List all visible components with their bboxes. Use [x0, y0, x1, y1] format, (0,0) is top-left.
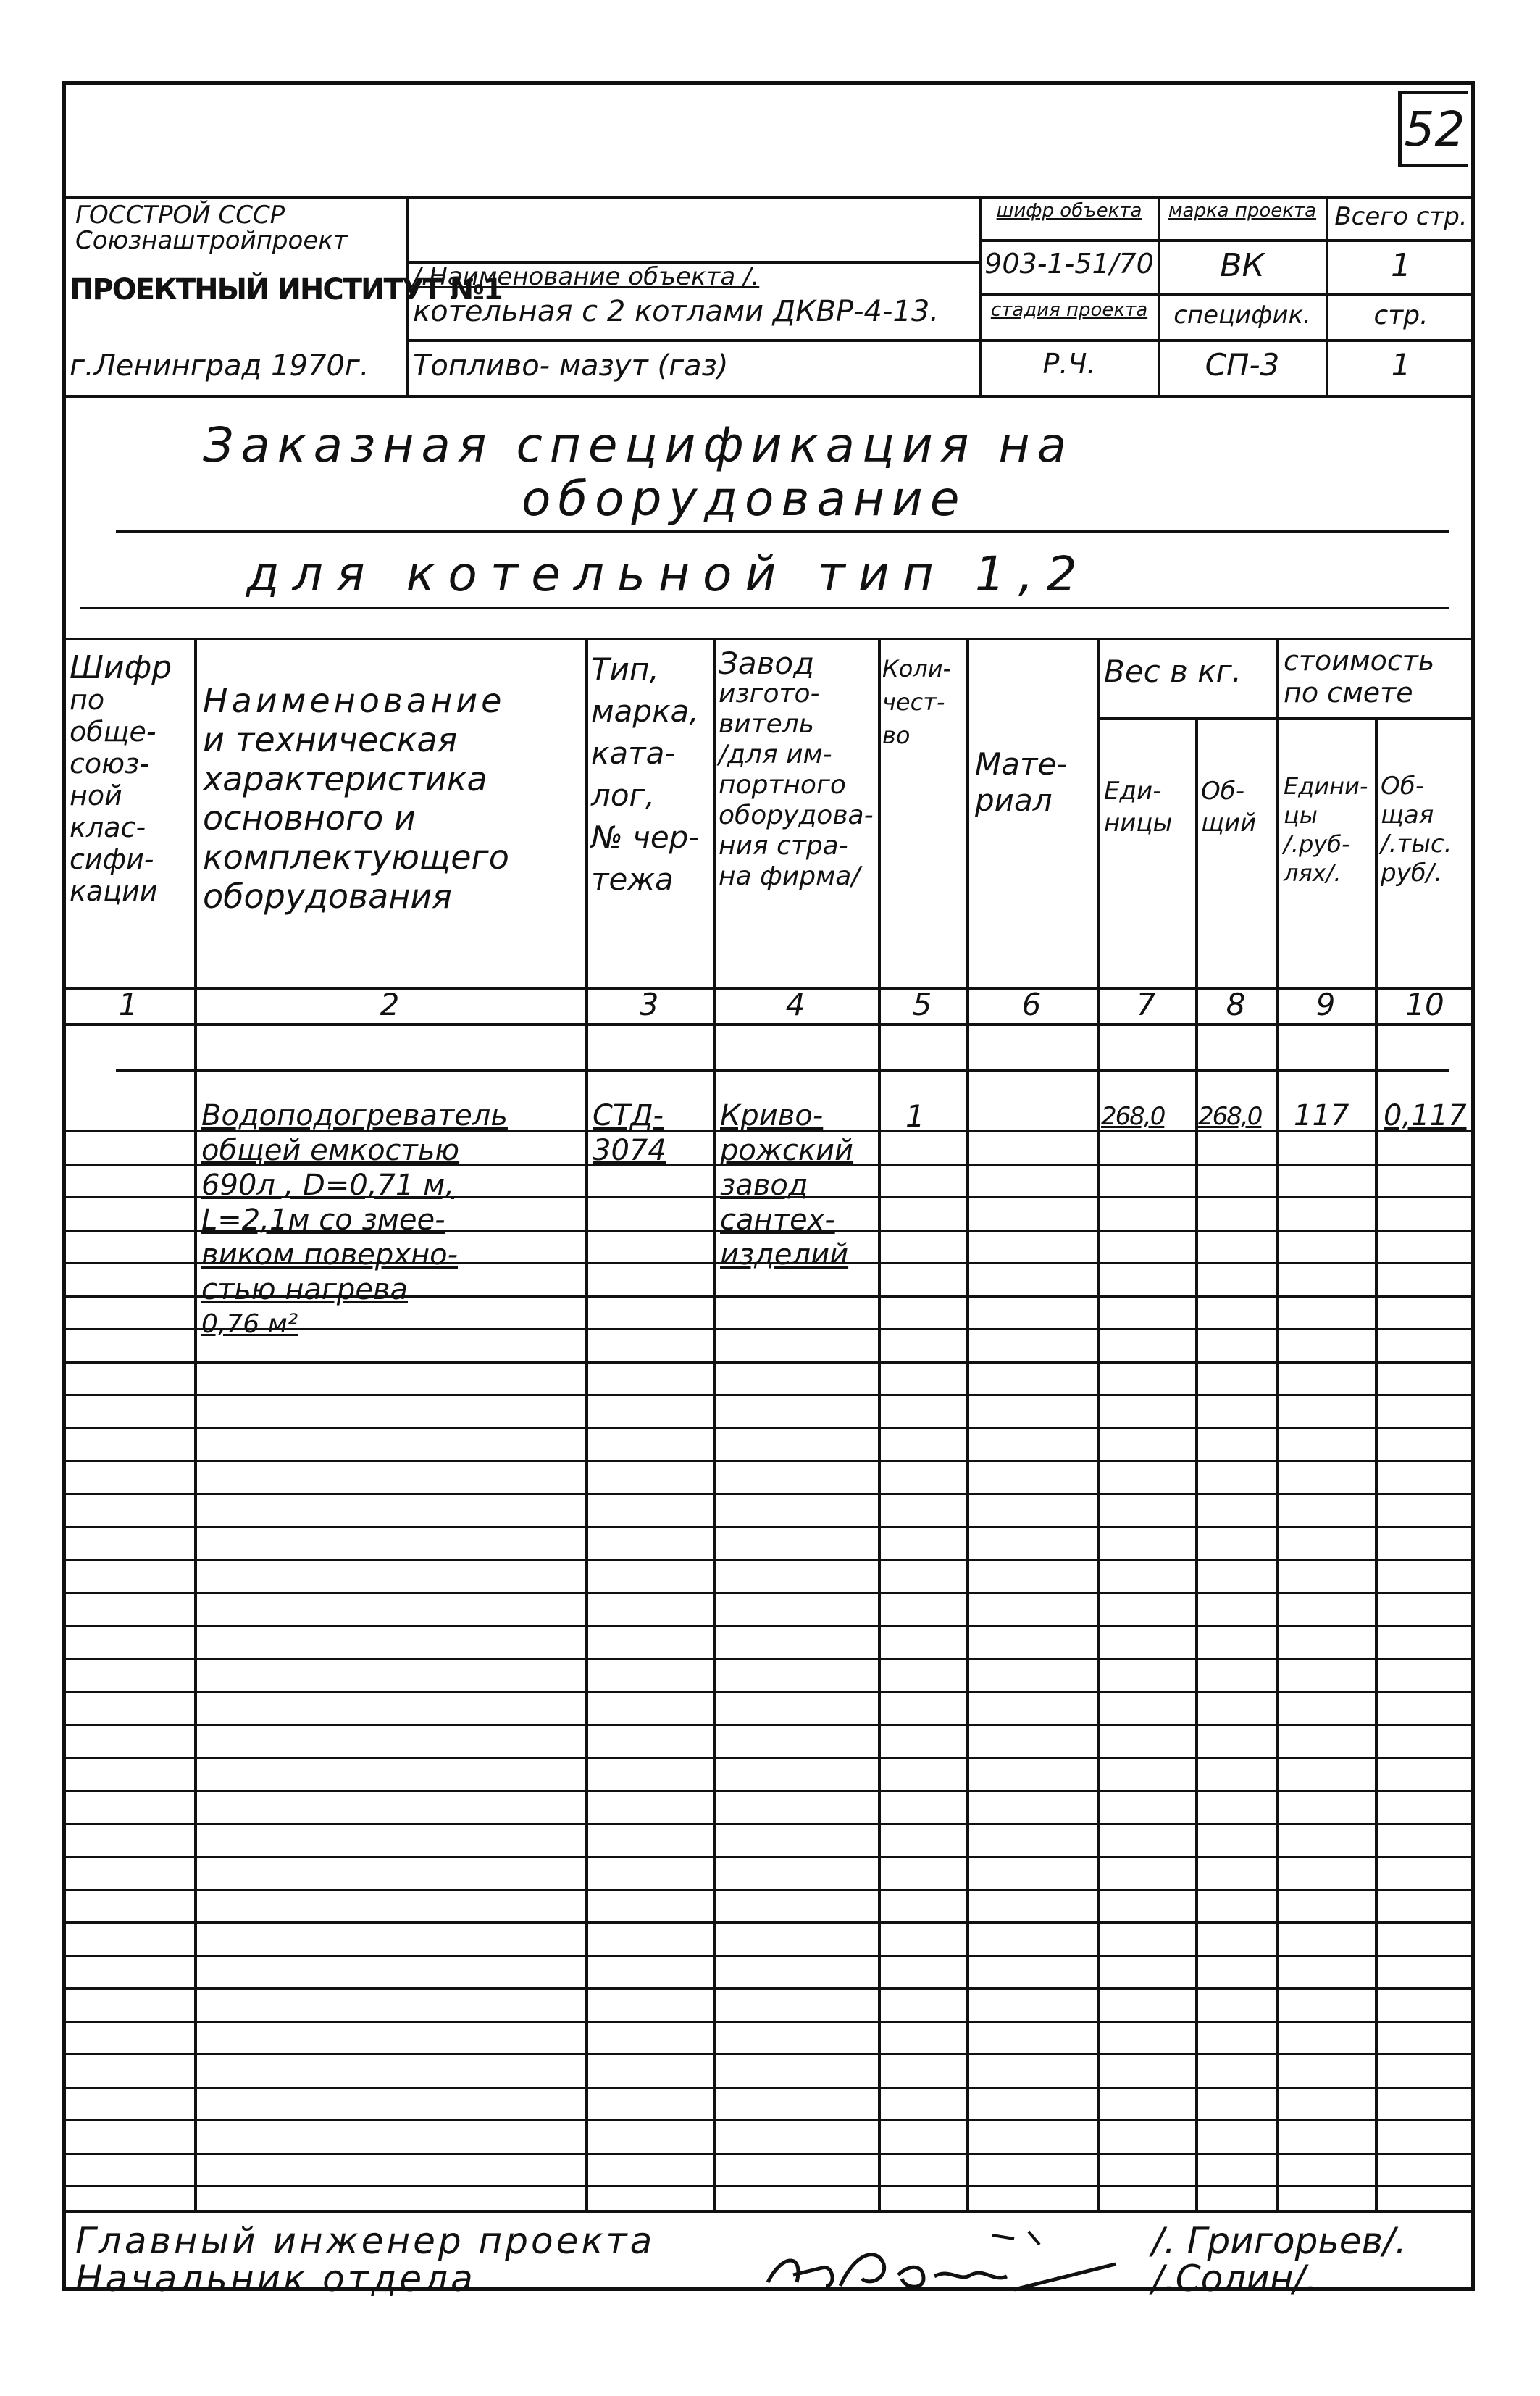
row-rule [62, 1724, 1475, 1726]
col-number-2: 2 [380, 987, 400, 1022]
col-number-6: 6 [1021, 987, 1042, 1022]
item-type: СТД- 3074 [593, 1099, 666, 1167]
spec-value: СП-3 [1205, 347, 1280, 383]
col-number-5: 5 [912, 987, 932, 1022]
hdr-cipher: Шифр по обще- союз- ной клас- сифи- кации [70, 649, 172, 907]
signature-image [753, 2224, 1144, 2304]
total-pages-value: 1 [1391, 247, 1411, 284]
hdr-cost-unit: Едини- цы /.руб- лях/. [1284, 772, 1368, 887]
col-number-3: 3 [639, 987, 659, 1022]
col-number-4: 4 [785, 987, 805, 1022]
hdr-maker: Завод изгото- витель /для им- портного оборудова- ния стра- на фирма/ [719, 646, 874, 891]
row-rule [62, 1658, 1475, 1660]
footer-line [62, 2210, 1475, 2213]
row-rule [62, 1559, 1475, 1561]
col-number-7: 7 [1136, 987, 1156, 1022]
doc-title-line3: для котельной тип 1,2 [246, 546, 1090, 602]
chief-engineer-name: /. Григорьев/. [1152, 2220, 1407, 2262]
org-trust: Союзнаштройпроект [75, 226, 348, 255]
hdr-cost-total: Об- щая /.тыс. руб/. [1381, 772, 1452, 888]
row-rule [62, 1955, 1475, 1957]
org-institute: ПРОЕКТНЫЙ ИНСТИТУТ №1 [70, 273, 502, 306]
hdr-weight: Вес в кг. [1104, 654, 1242, 689]
row-rule [62, 2185, 1475, 2187]
hdr-weight-unit: Еди- ницы [1104, 777, 1173, 838]
separator-line [116, 1069, 1449, 1072]
department-head-name: /.Солин/. [1152, 2258, 1318, 2300]
col-number-9: 9 [1315, 987, 1336, 1022]
item-maker: Криво- рожский завод сантех- изделий [720, 1099, 854, 1272]
row-rule [62, 2021, 1475, 2023]
page-label: стр. [1373, 301, 1428, 330]
doc-title-line2: оборудование [522, 471, 967, 527]
hdr-cost: стоимость по смете [1284, 645, 1435, 709]
col-number-10: 10 [1405, 987, 1444, 1022]
org-ministry: ГОССТРОЙ СССР [75, 201, 285, 230]
stamp-top-line [62, 196, 1475, 199]
object-fuel: Топливо- мазут (газ) [413, 349, 729, 383]
cipher-label: шифр объекта [996, 200, 1142, 222]
item-cost-unit: 117 [1294, 1099, 1349, 1132]
row-rule [62, 2053, 1475, 2055]
row-rule [62, 1757, 1475, 1759]
mark-value: ВК [1220, 247, 1265, 284]
item-weight-total: 268,0 [1198, 1102, 1262, 1131]
item-qty: 1 [905, 1098, 925, 1134]
col-number-1: 1 [118, 987, 138, 1022]
row-rule [62, 1592, 1475, 1594]
object-name: котельная с 2 котлами ДКВР-4-13. [413, 295, 940, 328]
row-rule [62, 1889, 1475, 1891]
mark-label: марка проекта [1168, 200, 1317, 222]
item-cost-total: 0,117 [1384, 1099, 1467, 1132]
hdr-qty: Коли- чест- во [882, 655, 952, 749]
stage-label: стадия проекта [990, 299, 1148, 321]
doc-title-line1: Заказная спецификация на [203, 417, 1074, 473]
page-number: 52 [1398, 91, 1468, 167]
item-name: Водоподогреватель общей емкостью 690л , D=0,71 м, L=2,1м со змее- виком поверхно- стью нагрева 0,76 м² [201, 1099, 508, 1339]
object-name-label: /.Наименование объекта /. [413, 262, 760, 291]
hdr-weight-total: Об- щий [1201, 777, 1257, 838]
hdr-name: Наименование и техническая характеристика основного и комплектующего оборудования [203, 681, 509, 916]
row-rule [62, 1460, 1475, 1462]
department-head-label: Начальник отдела [75, 2258, 476, 2300]
row-rule [62, 1526, 1475, 1528]
row-rule [62, 1394, 1475, 1396]
hdr-type: Тип, марка, ката- лог, № чер- тежа [591, 651, 700, 897]
spec-label: специфик. [1173, 301, 1311, 330]
page-value: 1 [1391, 347, 1411, 383]
row-rule [62, 1856, 1475, 1858]
stage-value: Р.Ч. [1042, 348, 1096, 380]
org-city-year: г.Ленинград 1970г. [70, 349, 369, 383]
row-rule [62, 1691, 1475, 1693]
row-rule [62, 1427, 1475, 1429]
row-rule [62, 2119, 1475, 2121]
table-top-line [62, 638, 1475, 640]
stamp-bottom-line [62, 395, 1475, 398]
cipher-value: 903-1-51/70 [984, 248, 1154, 280]
row-rule [62, 1625, 1475, 1627]
col-number-8: 8 [1226, 987, 1246, 1022]
row-rule [62, 1987, 1475, 1990]
row-rule [62, 1921, 1475, 1924]
total-pages-label: Всего стр. [1334, 202, 1468, 231]
row-rule [62, 2153, 1475, 2155]
row-rule [62, 1361, 1475, 1364]
hdr-material: Мате- риал [975, 746, 1068, 818]
row-rule [62, 1493, 1475, 1495]
row-rule [62, 1790, 1475, 1792]
chief-engineer-label: Главный инженер проекта [75, 2220, 656, 2262]
row-rule [62, 1823, 1475, 1825]
item-weight-unit: 268,0 [1101, 1102, 1165, 1131]
row-rule [62, 2087, 1475, 2089]
